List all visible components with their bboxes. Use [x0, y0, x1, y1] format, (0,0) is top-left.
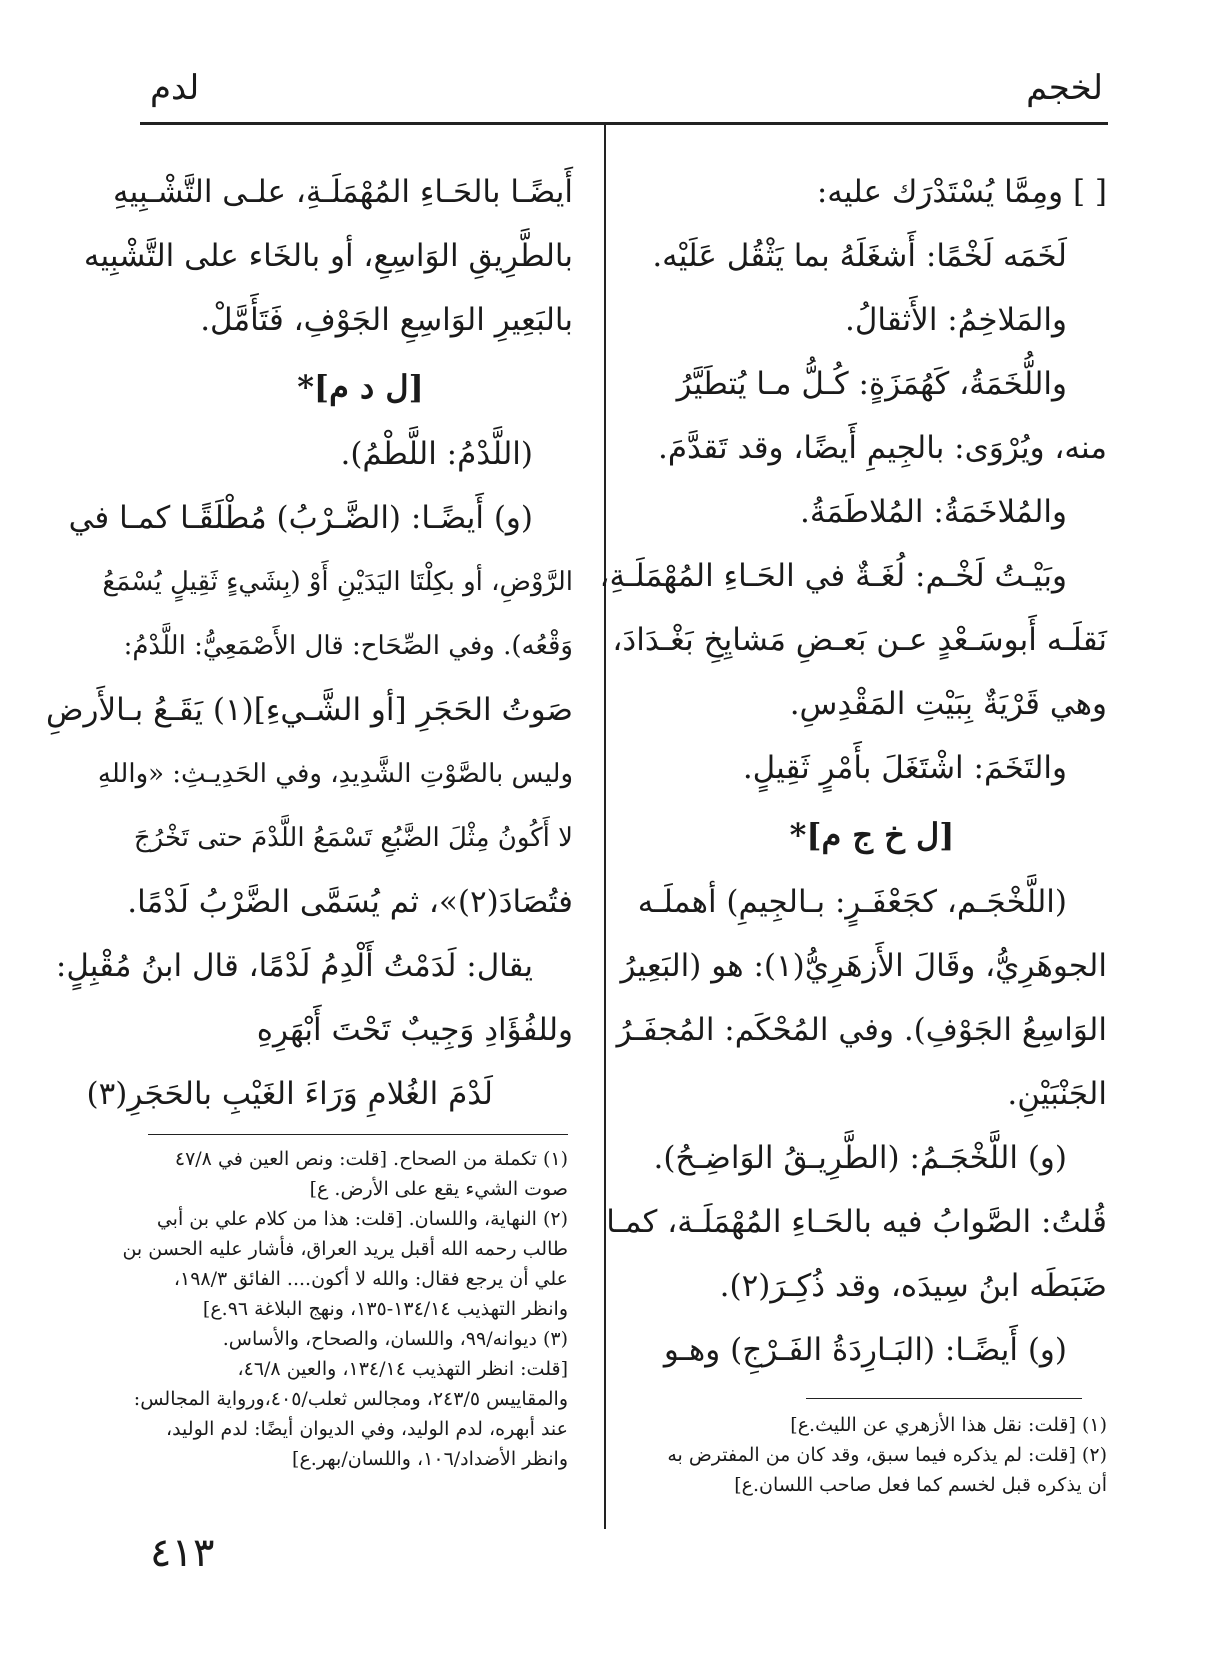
footnote-rule — [806, 1398, 1082, 1399]
footnote-line: وانظر الأضداد/١٠٦، واللسان/بهر.ع] — [292, 1448, 568, 1470]
left-column — [46, 160, 573, 1126]
header-left-word: لدم — [150, 68, 200, 108]
page-number: ٤١٣ — [150, 1530, 215, 1576]
text-line: وليس بالصَّوْتِ الشَّدِيدِ، وفي الحَدِيـثِ: «واللهِ — [97, 759, 573, 789]
text-line: (اللَّدْمُ: اللَّطْمُ). — [340, 436, 533, 472]
column-divider — [604, 124, 606, 1529]
text-line: قُلتُ: الصَّوابُ فيه بالحَـاءِ المُهْمَلَـة، كمـا — [606, 1204, 1107, 1240]
text-line: يقال: لَدَمْتُ أَلْدِمُ لَدْمًا، قال ابنُ مُقْبِلٍ: — [55, 948, 533, 984]
header-rule — [140, 122, 1108, 125]
footnote-line: والمقاييس ٢٤٣/٥، ومجالس ثعلب/٤٠٥،ورواية المجالس: — [133, 1388, 568, 1410]
header-right-word: لخجم — [1026, 68, 1103, 108]
text-line: صَوتُ الحَجَرِ [أو الشَّـيءِ](١) يَقَـعُ بـالأَرضِ — [46, 692, 573, 728]
text-line: ضَبَطَه ابنُ سِيدَه، وقد ذُكِـرَ(٢). — [719, 1268, 1107, 1304]
text-line: بالبَعِيرِ الوَاسِعِ الجَوْفِ، فَتَأَمَّلْ. — [200, 302, 573, 338]
verse-line: وللفُؤَادِ وَجِيبٌ تَحْتَ أَبْهَرِهِ — [256, 1012, 573, 1048]
text-line: الجوهَرِيُّ، وقَالَ الأَزهَرِيُّ(١): هو (البَعِيرُ — [620, 948, 1107, 984]
footnote-line: (٢) [قلت: لم يذكره فيما سبق، وقد كان من المفترض به — [667, 1444, 1107, 1466]
footnote-line: وانظر التهذيب ١٣٤/١٤-١٣٥، ونهج البلاغة ٩٦.ع] — [202, 1298, 568, 1320]
text-line: (و) اللَّخْجَـمُ: (الطَّرِيـقُ الوَاضِـحُ). — [653, 1140, 1067, 1176]
text-line: فتُصَادَ(٢)»، ثم يُسَمَّى الضَّرْبُ لَدْمًا. — [127, 884, 573, 920]
text-line: واللُّخَمَةُ، كَهُمَزَةٍ: كُـلُّ مـا يُتطَيَّرُ — [676, 366, 1067, 402]
right-column — [599, 160, 1107, 1382]
text-line: والمُلاخَمَةُ: المُلاطَمَةُ. — [800, 494, 1067, 530]
text-line: (و) أَيضًـا: (البَـارِدَةُ الفَـرْجِ) وهـو — [663, 1332, 1067, 1368]
text-line: الجَنْبَيْنِ. — [1007, 1076, 1107, 1112]
text-line: الرَّوْضِ، أو بكِلْتَا اليَدَيْنِ أَوْ (بِشَيءٍ ثَقِيلٍ يُسْمَعُ — [102, 567, 573, 597]
footnote-line: (٢) النهاية، واللسان. [قلت: هذا من كلام علي بن أبي — [156, 1208, 568, 1230]
text-line: (اللَّخْجَـم، كجَعْفَـرٍ: بـالجِيمِ) أهملَـه — [637, 884, 1067, 920]
text-line: (و) أَيضًـا: (الضَّـرْبُ) مُطْلَقًـا كمـا في — [68, 500, 533, 536]
text-line: وبَيْـتُ لَخْـم: لُغَـةٌ في الحَـاءِ المُهْمَلَـةِ، — [599, 558, 1067, 594]
text-line: وَقْعُه). وفي الصِّحَاح: قال الأَصْمَعِيُّ: اللَّدْمُ: — [123, 631, 573, 661]
text-line: منه، ويُرْوَى: بالجِيمِ أَيضًا، وقد تَقدَّمَ. — [657, 430, 1107, 466]
footnote-line: (١) تكملة من الصحاح. [قلت: ونص العين في ٤٧/٨ — [174, 1148, 568, 1170]
text-line: [ ] ومِمَّا يُسْتَدْرَك عليه: — [816, 174, 1107, 210]
entry-heading: [ل خ ج م]* — [789, 816, 955, 854]
text-line: بالطَّرِيقِ الوَاسِعِ، أو بالخَاء على التَّشْبِيه — [83, 238, 573, 274]
footnote-line: (١) [قلت: نقل هذا الأزهري عن الليث.ع] — [790, 1414, 1107, 1436]
entry-heading: [ل د م]* — [297, 368, 424, 406]
text-line: نَقلَـه أَبوسَـعْدٍ عـن بَعـضِ مَشايِخِ بَغْـدَادَ، — [612, 622, 1107, 658]
text-line: أَيضًـا بالحَـاءِ المُهْمَلَـةِ، علـى التَّشْـبِيهِ — [112, 174, 573, 210]
left-footnotes — [122, 1144, 568, 1474]
verse-line: لَدْمَ الغُلامِ وَرَاءَ الغَيْبِ بالحَجَرِ(٣) — [86, 1076, 493, 1112]
text-line: وهي قَرْيَةٌ بِبَيْتِ المَقْدِسِ. — [789, 686, 1107, 722]
footnote-line: (٣) ديوانه/٩٩، واللسان، والصحاح، والأساس. — [222, 1328, 568, 1350]
footnote-line: علي أن يرجع فقال: والله لا أكون.... الفائق ١٩٨/٣، — [173, 1268, 568, 1290]
text-line: والتَخَمَ: اشْتَغَلَ بأَمْرٍ ثَقِيلٍ. — [742, 750, 1067, 786]
text-line: لَخَمَه لَخْمًا: أَشغَلَهُ بما يَثْقُل عَلَيْه. — [652, 238, 1067, 274]
footnote-line: طالب رحمه الله أقبل يريد العراق، فأشار عليه الحسن بن — [122, 1238, 568, 1260]
right-footnotes — [637, 1410, 1107, 1500]
footnote-rule — [148, 1134, 568, 1135]
footnote-line: أن يذكره قبل لخسم كما فعل صاحب اللسان.ع] — [734, 1474, 1107, 1496]
footnote-line: عند أبهره، لدم الوليد، وفي الديوان أيضًا: لدم الوليد، — [165, 1418, 568, 1440]
text-line: والمَلاخِمُ: الأَثقالُ. — [845, 302, 1067, 338]
footnote-line: صوت الشيء يقع على الأرض. ع] — [309, 1178, 568, 1200]
text-line: الوَاسِعُ الجَوْفِ). وفي المُحْكَم: المُجفَـرُ — [616, 1012, 1107, 1048]
text-line: لا أَكُونُ مِثْلَ الضَّبُعِ تَسْمَعُ اللَّدْمَ حتى تَخْرُجَ — [133, 823, 573, 853]
footnote-line: [قلت: انظر التهذيب ١٣٤/١٤، والعين ٤٦/٨، — [237, 1358, 568, 1380]
